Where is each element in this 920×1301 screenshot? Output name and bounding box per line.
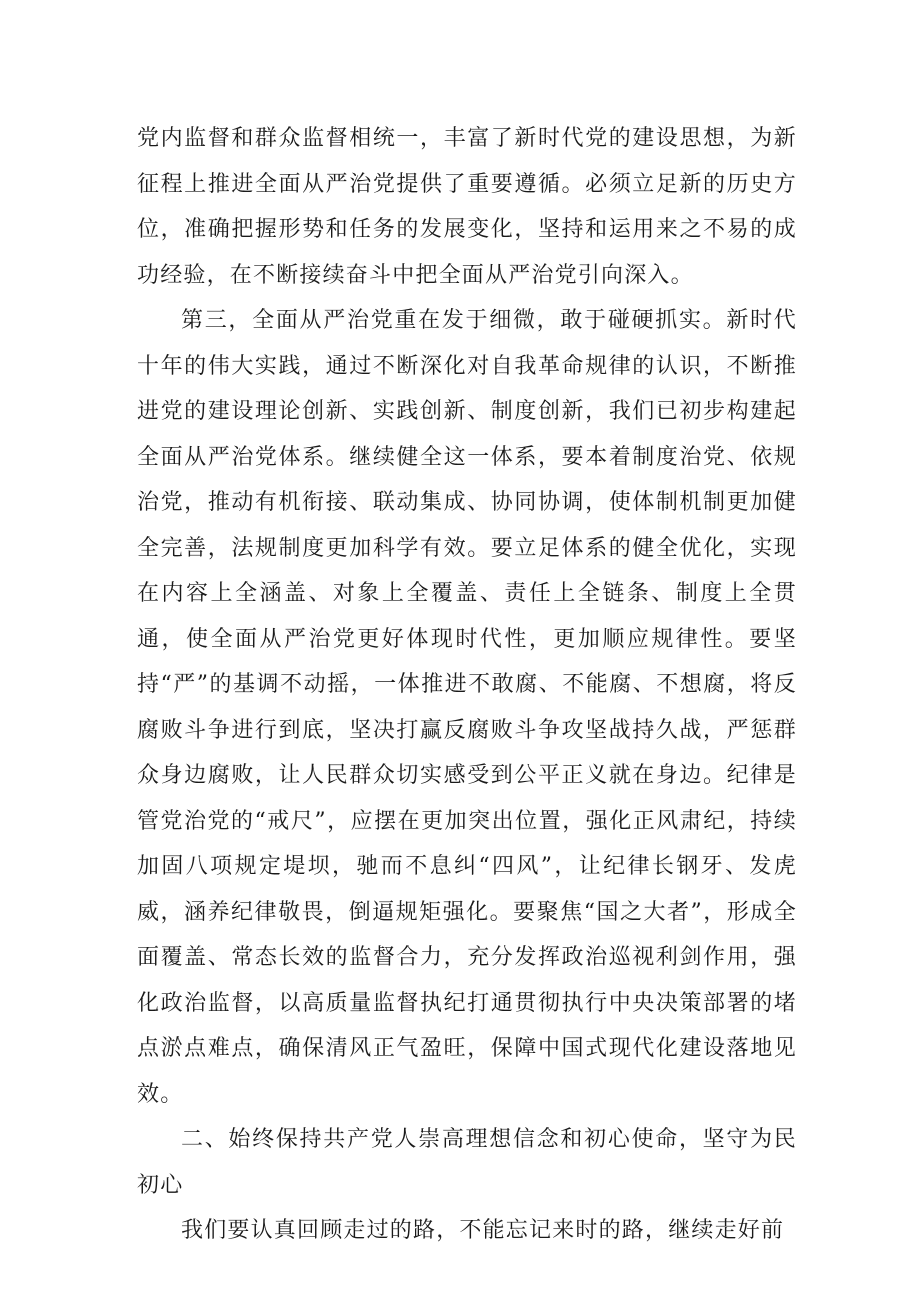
section-heading-two: 二、始终保持共产党人崇高理想信念和初心使命，坚守为民初心 xyxy=(137,1127,797,1198)
paragraph-section-two-start: 我们要认真回顾走过的路，不能忘记来时的路，继续走好前 xyxy=(181,1218,785,1243)
paragraph-continuation: 党内监督和群众监督相统一，丰富了新时代党的建设思想，为新征程上推进全面从严治党提供了重要遵循。必须立足新的历史方位，准确把握形势和任务的发展变化，坚持和运用来之不易的成功经验，在不断接续奋斗中把全面从严治党引向深入。 xyxy=(137,126,797,288)
paragraph-third-point: 第三，全面从严治党重在发于细微，敢于碰硬抓实。新时代十年的伟大实践，通过不断深化对自我革命规律的认识，不断推进党的建设理论创新、实践创新、制度创新，我们已初步构建起全面从严治党体系。继续健全这一体系，要本着制度治党、依规治党，推动有机衔接、联动集成、协同协调，使体制机制更加健全完善，法规制度更加科学有效。要立足体系的健全优化，实现在内容上全涵盖、对象上全覆盖、责任上全链条、制度上全贯通，使全面从严治党更好体现时代性，更加顺应规律性。要坚持“严”的基调不动摇，一体推进不敢腐、不能腐、不想腐，将反腐败斗争进行到底，坚决打赢反腐败斗争攻坚战持久战，严惩群众身边腐败，让人民群众切实感受到公平正义就在身边。纪律是管党治党的“戒尺”，应摆在更加突出位置，强化正风肃纪，持续加固八项规定堤坝，驰而不息纠“四风”，让纪律长钢牙、发虎威，涵养纪律敬畏，倒逼规矩强化。要聚焦“国之大者”，形成全面覆盖、常态长效的监督合力，充分发挥政治巡视利剑作用，强化政治监督，以高质量监督执纪打通贯彻执行中央决策部署的堵点淤点难点，确保清风正气盈旺，保障中国式现代化建设落地见效。 xyxy=(137,308,797,1107)
document-body xyxy=(137,116,797,1254)
